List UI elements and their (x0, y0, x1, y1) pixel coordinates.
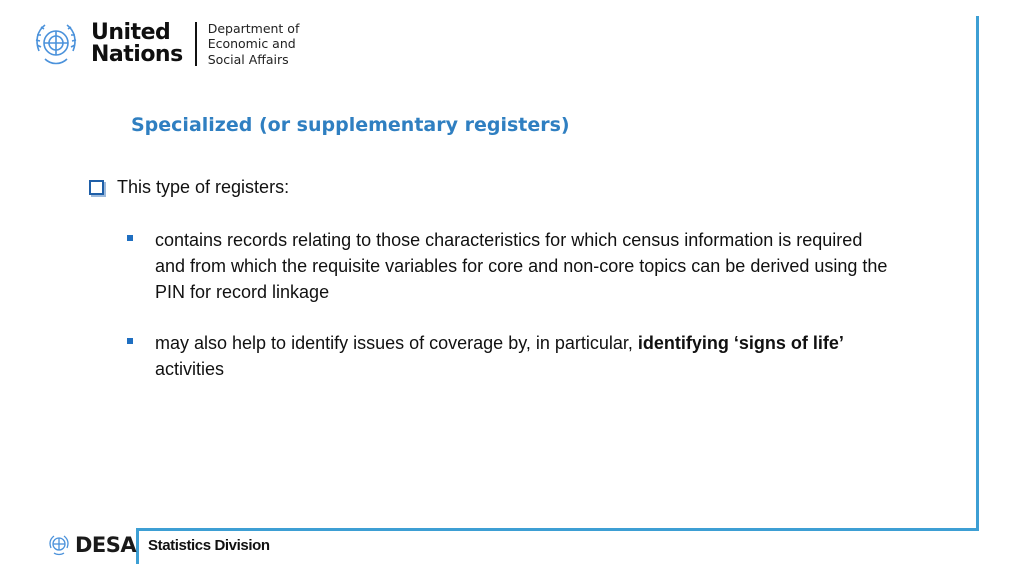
department-name (208, 21, 300, 68)
un-emblem-icon (31, 21, 81, 67)
bullet-item-2 (127, 330, 875, 382)
department-line3: Social Affairs (207, 51, 289, 67)
square-bullet-icon (127, 338, 133, 344)
intro-item (89, 177, 289, 198)
bullet-item-1 (127, 227, 895, 305)
logo-separator (195, 22, 197, 66)
department-line2: Economic and (207, 36, 296, 52)
footer-division: Statistics Division (148, 537, 270, 554)
frame-bottom-line (138, 528, 979, 531)
intro-text: This type of registers: (117, 177, 290, 197)
square-bullet-icon (127, 235, 133, 241)
un-wordmark-line1: United (91, 20, 171, 45)
frame-footer-divider (136, 528, 139, 564)
un-logo (31, 20, 299, 68)
checkbox-bullet-icon (89, 180, 104, 195)
department-line1: Department of (207, 20, 300, 36)
bullet-text-1: contains records relating to those characteristics for which census information is required and from which the requisite variables for core and non-core topics can be derived using the PIN for record linkage (155, 230, 888, 302)
frame-right-line (976, 16, 979, 531)
un-wordmark-line2: Nations (91, 42, 183, 67)
desa-emblem-icon (48, 534, 70, 556)
desa-wordmark: DESA (75, 533, 137, 557)
desa-logo (48, 533, 136, 557)
bullet-text-2-bold: identifying ‘signs of life’ (637, 333, 844, 353)
un-wordmark (91, 22, 183, 66)
bullet-text-2-after: activities (155, 359, 225, 379)
bullet-text-2 (155, 330, 875, 382)
bullet-text-2-before: may also help to identify issues of coverage by, in particular, (155, 333, 638, 353)
slide-title: Specialized (or supplementary registers) (131, 114, 570, 136)
